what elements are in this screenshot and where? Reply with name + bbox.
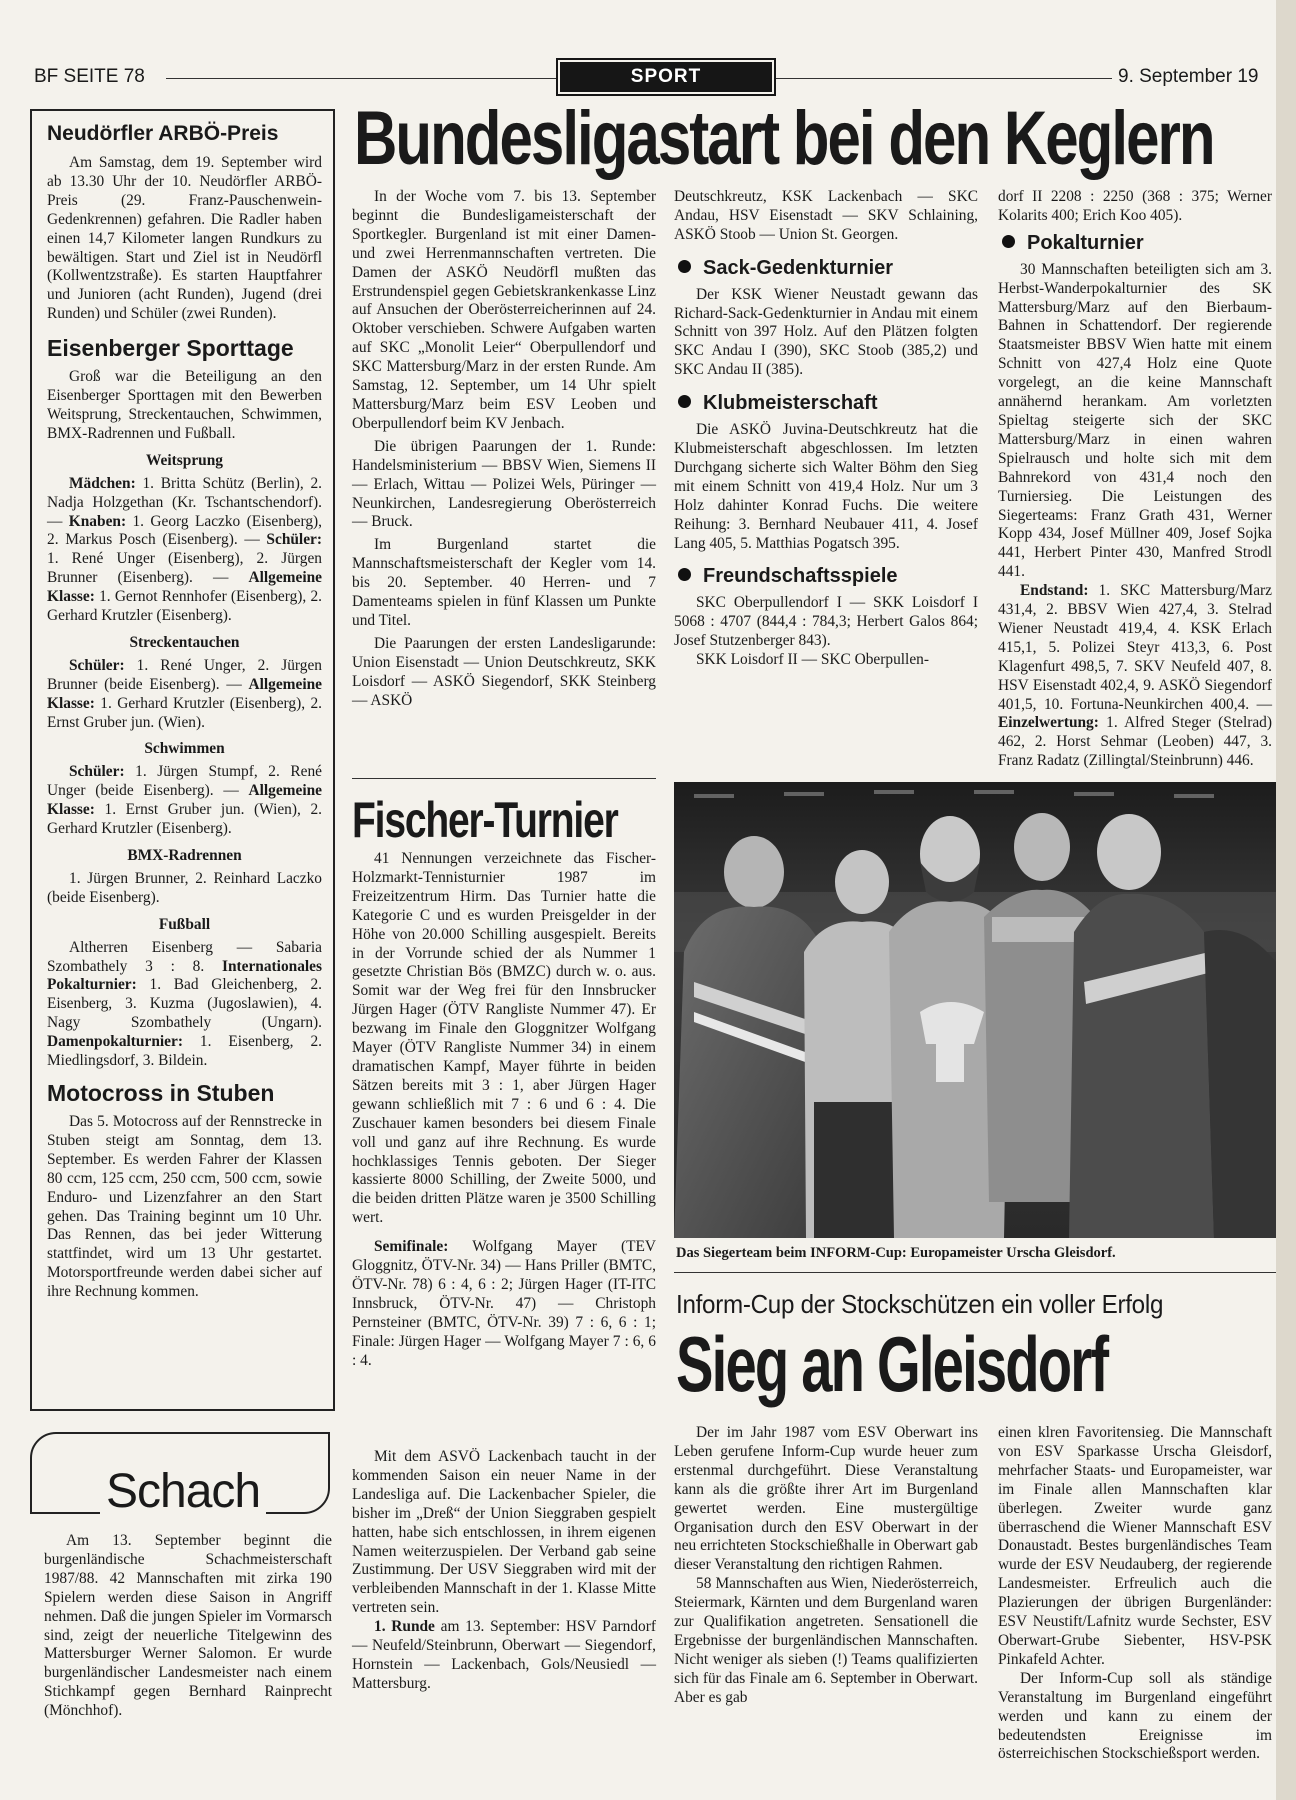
bullet-icon: [678, 260, 691, 273]
left-sidebar-content: [47, 118, 322, 1302]
page-edge: [1276, 0, 1296, 1800]
schwimmen-heading: Schwimmen: [144, 740, 225, 758]
kegler-column-1: [352, 188, 656, 710]
kegler-c1-p2: Die übrigen Paarungen der 1. Runde: Handelsministerium — BBSV Wien, Siemens II — Erlach, Wittau — Polizei Wels, Püringer — Neunkirchen, Landesregierung Oberösterreich — Bruck.: [352, 437, 656, 531]
schach-column-1: [44, 1532, 332, 1721]
kegler-c2-p0: Deutschkreutz, KSK Lackenbach — SKC Andau, HSV Eisenstadt — SKV Schlaining, ASKÖ Stoob — Union St. Georgen.: [674, 188, 978, 243]
arboe-title: Neudörfler ARBÖ-Preis: [47, 122, 279, 145]
fischer-p1: 41 Nennungen verzeichnete das Fischer-Holzmarkt-Tennisturnier 1987 im Freizeitzentrum Hirm. Das Turnier hatte die Kategorie C und es wurden Preisgelder in der Höhe von 20.000 Schilling ausgespielt. Bereits in der Vorrunde schied der als Nummer 1 gesetzte Christian Bös (BMZC) durch w. o. aus. Somit war der Weg frei für den Innsbrucker Jürgen Hager (ÖTV Rangliste Nummer 47). Er bezwang im Finale den Gloggnitzer Wolfgang Mayer (ÖTV Rangliste Nummer 34) in einem dramatischen Kampf, Mayer führte in beiden Sätzen bereits mit 3 : 1, aber Jürgen Hager gewann schließlich mit 7 : 6 und 6 : 4. Die Zuschauer kamen besonders bei diesem Finale voll und ganz auf ihre Rechnung. Es wurde hochklassiges Tennis geboten. Der Sieger kassierte 8000 Schilling, der Zweite 5000, und die beiden dritten Plätze waren je 3500 Schilling wert.: [352, 850, 656, 1227]
divider-photo: [674, 1272, 1276, 1273]
motocross-text: Das 5. Motocross auf der Rennstrecke in Stuben steigt am Sonntag, dem 13. September. Es werden Fahrer der Klassen 80 ccm, 125 ccm, 250 ccm, 500 ccm, sowie Enduro- und Lizenzfahrer an den Start gehen. Das Training beginnt um 10 Uhr. Das Rennen, das bei jeder Witterung stattfindet, wird um 13 Uhr gestartet. Motorsportfreunde werden dabei sicher auf ihre Rechnung kommen.: [47, 1112, 322, 1301]
sack-title: Sack-Gedenkturnier: [678, 259, 978, 278]
fischer-column: [352, 850, 656, 1370]
team-photo: [674, 782, 1276, 1238]
streckentauchen-results: Schüler: 1. René Unger, 2. Jürgen Brunner (beide Eisenberg). — Allgemeine Klasse: 1. Gerhard Krutzler (Eisenberg), 2. Ernst Gruber jun. (Wien).: [47, 656, 322, 731]
schach-column-2: [352, 1448, 656, 1694]
header-rule-right: [776, 78, 1112, 79]
inform-column-2: [998, 1424, 1272, 1764]
inform-c2-p1: einen klren Favoritensieg. Die Mannschaft von ESV Sparkasse Urscha Gleisdorf, mehrfacher Staats- und Europameister, war im Finale allen Mannschaften klar überlegen. Zweiter wurde ganz überraschend die Wiener Mannschaft ESV Donaustadt. Bestes burgenländisches Team wurde der ESV Neudauberg, der regierende Landesmeister. Erfreulich auch die Plazierungen der übrigen Burgenländer: ESV Neustift/Lafnitz wurde Sechster, ESV Oberwart-Grube Siebenter, HSV-PSK Pinkafeld Achter.: [998, 1424, 1272, 1668]
kegler-column-3: [998, 188, 1272, 771]
issue-date: 9. September 19: [1118, 66, 1259, 87]
schach-title: Schach: [100, 1466, 266, 1518]
streckentauchen-heading: Streckentauchen: [129, 633, 240, 651]
kegler-headline: Bundesligastart bei den Keglern: [354, 96, 1214, 181]
pokal-title: Pokalturnier: [1002, 234, 1272, 253]
fischer-title: Fischer-Turnier: [352, 792, 618, 848]
freund-title: Freundschaftsspiele: [678, 567, 978, 586]
eisenberg-text: Groß war die Beteiligung an den Eisenberger Sporttagen mit den Bewerben Weitsprung, Streckentauchen, Schwimmen, BMX-Radrennen und Fußball.: [47, 368, 322, 442]
klub-title: Klubmeisterschaft: [678, 394, 978, 413]
schach-p2: Mit dem ASVÖ Lackenbach taucht in der kommenden Saison ein neuer Name in der Landesliga auf. Die Lackenbacher Spieler, die bisher im „Dreß“ der Union Sieggraben gespielt hatten, habe sich entschlossen, in ihrem eigenen Namen weiterzuspielen. Der Verband gab seine Zustimmung. Der USV Sieggraben wird mit der verbleibenden Mannschaft in der 1. Klasse Mitte vertreten sein.: [352, 1448, 656, 1617]
bullet-icon: [1002, 235, 1015, 248]
kegler-column-2: [674, 188, 978, 670]
kegler-c1-p4: Die Paarungen der ersten Landesligarunde: Union Eisenstadt — Union Deutschkreutz, SKK Loisdorf — ASKÖ Siegendorf, SKK Steinberg — ASKÖ: [352, 634, 656, 709]
inform-headline: Sieg an Gleisdorf: [676, 1320, 1108, 1408]
klub-text: Die ASKÖ Juvina-Deutschkreutz hat die Klubmeisterschaft abgeschlossen. Im letzten Durchgang sicherte sich Walter Böhm den Sieg mit einem Schnitt von 419,4 Holz. Nur um 3 Holz dahinter Konrad Fuchs. Die weitere Reihung: 3. Bernhard Neubauer 411, 4. Josef Lang 405, 5. Matthias Pogatsch 395.: [674, 421, 978, 552]
section-label: SPORT: [560, 62, 772, 92]
inform-c2-p2: Der Inform-Cup soll als ständige Veranstaltung im Burgenland eingeführt werden und kann zu einem der bedeutendsten Ereignisse im österreichischen Stockschießsport werden.: [998, 1669, 1272, 1763]
bullet-icon: [678, 568, 691, 581]
kegler-c1-p3: Im Burgenland startet die Mannschaftsmeisterschaft der Kegler vom 14. bis 20. September. 40 Herren- und 7 Damenteams spielen in fünf Klassen um Punkte und Titel.: [352, 536, 656, 629]
arboe-text: Am Samstag, dem 19. September wird ab 13.30 Uhr der 10. Neudörfler ARBÖ-Preis (29. Franz-Pauschenwein-Gedenkrennen) gefahren. Die Radler haben einen 14,7 Kilometer langen Rundkurs zu bewältigen. Start und Ziel ist in Neudörfl (Kollwentzstraße). Es starten Hauptfahrer und Junioren (acht Runden), Jugend (drei Runden) und Schüler (zwei Runden).: [47, 154, 322, 323]
inform-c1-p2: 58 Mannschaften aus Wien, Niederösterreich, Steiermark, Kärnten und dem Burgenland waren zur Qualifikation angetreten. Sensationell die Ergebnisse der burgenländischen Mannschaften. Nicht weniger als sieben (!) Teams qualifizierten sich für das Finale am 6. September in Oberwart. Aber es gab: [674, 1575, 978, 1706]
weitsprung-results: Mädchen: 1. Britta Schütz (Berlin), 2. Nadja Holzgethan (Kr. Tschantschendorf). — Knaben: 1. Georg Laczko (Eisenberg), 2. Markus Posch (Eisenberg). — Schüler: 1. René Unger (Eisenberg), 2. Jürgen Brunner (Eisenberg). — Allgemeine Klasse: 1. Gernot Rennhofer (Eisenberg), 2. Gerhard Krutzler (Eisenberg).: [47, 474, 322, 625]
bmx-results: 1. Jürgen Brunner, 2. Reinhard Laczko (beide Eisenberg).: [47, 869, 322, 906]
fussball-results: Altherren Eisenberg — Sabaria Szombathely 3 : 8. Internationales Pokalturnier: 1. Bad Gleichenberg, 2. Eisenberg, 3. Kuzma (Jugoslawien), 4. Nagy Szombathely (Ungarn). Damenpokalturnier: 1. Eisenberg, 2. Miedlingsdorf, 3. Bildein.: [47, 938, 322, 1070]
weitsprung-heading: Weitsprung: [146, 451, 223, 469]
photo-caption: Das Siegerteam beim INFORM-Cup: Europameister Urscha Gleisdorf.: [676, 1245, 1116, 1261]
bullet-icon: [678, 395, 691, 408]
eisenberg-title: Eisenberger Sporttage: [47, 335, 294, 362]
motocross-title: Motocross in Stuben: [47, 1079, 275, 1106]
inform-column-1: [674, 1424, 978, 1708]
sack-text: Der KSK Wiener Neustadt gewann das Richard-Sack-Gedenkturnier in Andau mit einem Schnitt von 397 Holz. Auf den Plätzen folgten SKC Andau I (390), SKC Stoob (385,2) und SKC Andau II (385).: [674, 285, 978, 379]
kegler-c3-p0: dorf II 2208 : 2250 (368 : 375; Werner Kolarits 400; Erich Koo 405).: [998, 188, 1272, 224]
kegler-c1-p1: In der Woche vom 7. bis 13. September beginnt die Bundesligameisterschaft der Sportkegler. Burgenland ist mit einer Damen- und zwei Herrenmannschaften vertreten. Die Damen der ASKÖ Neudörfl mußten das Erstrundenspiel gegen Gebietskrankenkasse Linz auf Ansuchen der Oberösterreicherinnen auf 24. Oktober verschieben. Schwere Aufgaben warten auf SKC „Monolit Leier“ Oberpullendorf und SKC Mattersburg/Marz in der ersten Runde. Am Samstag, 12. September, um 14 Uhr spielt Mattersburg/Marz beim ESV Leoben und Oberpullendorf beim KV Jenbach.: [352, 188, 656, 432]
freund-p2: SKK Loisdorf II — SKC Oberpullen-: [696, 651, 929, 669]
inform-kicker: Inform-Cup der Stockschützen ein voller Erfolg: [676, 1289, 1164, 1319]
header-rule-left: [166, 78, 558, 79]
team-photo-image: [674, 782, 1276, 1238]
freund-p1: SKC Oberpullendorf I — SKK Loisdorf I 5068 : 4707 (844,4 : 784,3; Herbert Galos 864; Josef Stutzenberger 843).: [674, 594, 978, 650]
schwimmen-results: Schüler: 1. Jürgen Stumpf, 2. René Unger (beide Eisenberg). — Allgemeine Klasse: 1. Ernst Gruber jun. (Wien), 2. Gerhard Krutzler (Eisenberg).: [47, 763, 322, 838]
fussball-heading: Fußball: [158, 915, 211, 933]
pokal-endstand: Endstand: 1. SKC Mattersburg/Marz 431,4, 2. BBSV Wien 427,4, 3. Stelrad Wiener Neustadt 419,4, 4. KSK Erlach 415,1, 5. Polizei Steyr 413,3, 6. Post Klagenfurt 498,5, 7. SKV Neufeld 407, 8. HSV Eisenstadt 402,4, 9. ASKÖ Siegendorf 401,5, 10. Fortuna-Neunkirchen 400,4. — Einzelwertung: 1. Alfred Steger (Stelrad) 462, 2. Horst Sehmar (Leoben) 447, 3. Franz Radatz (Zillingtal/Steinbrunn) 446.: [998, 582, 1272, 770]
pokal-p1: 30 Mannschaften beteiligten sich am 3. Herbst-Wanderpokalturnier des SK Mattersburg/Marz auf den Bierbaum-Bahnen in Schattendorf. Der regierende Staatsmeister BBSV Wien hatte mit einem Schnitt von 427,4 Holz eine Quote vorgelegt, an die keine Mannschaft annähernd herankam. Am vorletzten Spieltag steigerte sich der SKC Mattersburg/Marz in einen wahren Spielrausch und holte sich mit dem Bahnrekord von 431,4 noch den Turniersieg. Die Leistungen des Siegerteams: Franz Grath 431, Werner Kopp 434, Josef Müllner 409, Josef Sojka 441, Herbert Pinter 430, Manfred Strodl 441.: [998, 260, 1272, 581]
divider-kegler: [352, 778, 656, 779]
fischer-semifinale: Semifinale: Wolfgang Mayer (TEV Gloggnitz, ÖTV-Nr. 34) — Hans Priller (BMTC, ÖTV-Nr. 78) 6 : 4, 6 : 2; Jürgen Hager (IT-ITC Innsbruck, ÖTV-Nr. 47) — Christoph Pernsteiner (BMTC, ÖTV-Nr. 39) 7 : 6, 6 : 1; Finale: Jürgen Hager — Wolfgang Mayer 7 : 6, 6 : 4.: [352, 1238, 656, 1369]
page-number: BF SEITE 78: [34, 66, 145, 87]
schach-runde: 1. Runde am 13. September: HSV Parndorf — Neufeld/Steinbrunn, Oberwart — Siegendorf, Hornstein — Lackenbach, Gols/Neusiedl — Mattersburg.: [352, 1618, 656, 1692]
bmx-heading: BMX-Radrennen: [127, 847, 242, 864]
schach-p1: Am 13. September beginnt die burgenländische Schachmeisterschaft 1987/88. 42 Mannschaften mit zirka 190 Spielern werden diese Saison in Angriff nehmen. Daß die jungen Spieler im Vormarsch sind, zeigt der neuerliche Titelgewinn des Mattersburger Werner Salomon. Er wurde burgenländischer Landesmeister nach einem Stichkampf gegen Bernhard Rainprecht (Mönchhof).: [44, 1532, 332, 1720]
inform-c1-p1: Der im Jahr 1987 vom ESV Oberwart ins Leben gerufene Inform-Cup wurde heuer zum erstenmal durchgeführt. Diese Veranstaltung kann als die größte ihrer Art im Burgenland gewertet werden. Eine mustergültige Organisation durch den ESV Oberwart in der neu errichteten Stockschießhalle in Oberwart gab dieser Veranstaltung den richtigen Rahmen.: [674, 1424, 978, 1574]
